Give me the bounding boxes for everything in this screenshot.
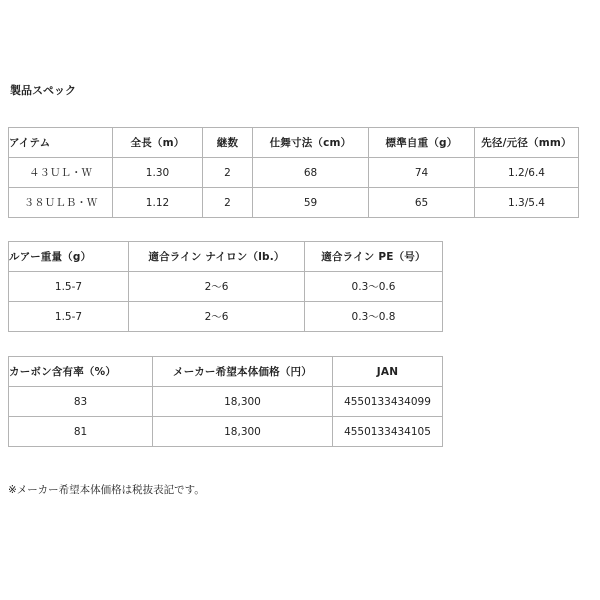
cell-lure-weight: 1.5-7 (9, 302, 129, 332)
header-pe-line: 適合ライン PE（号） (305, 242, 443, 272)
cell-pieces: 2 (203, 158, 253, 188)
header-lure-weight: ルアー重量（g） (9, 242, 129, 272)
price-note: ※メーカー希望本体価格は税抜表記です。 (8, 484, 205, 496)
table-row (9, 158, 579, 188)
header-price: メーカー希望本体価格（円） (153, 357, 333, 387)
cell-closed-length: 59 (253, 188, 369, 218)
cell-jan: 4550133434099 (333, 387, 443, 417)
spec-table-line (8, 241, 443, 332)
table-row (9, 188, 579, 218)
cell-carbon-content: 81 (9, 417, 153, 447)
cell-nylon-line: 2〜6 (129, 272, 305, 302)
cell-closed-length: 68 (253, 158, 369, 188)
cell-price: 18,300 (153, 387, 333, 417)
cell-price: 18,300 (153, 417, 333, 447)
header-pieces: 継数 (203, 128, 253, 158)
cell-length: 1.12 (113, 188, 203, 218)
section-title: 製品スペック (10, 84, 76, 97)
header-carbon-content: カーボン含有率（%） (9, 357, 153, 387)
cell-pe-line: 0.3〜0.8 (305, 302, 443, 332)
table-row (9, 302, 443, 332)
table-header-row (9, 128, 579, 158)
header-weight: 標準自重（g） (369, 128, 475, 158)
cell-tip-butt-diameter: 1.2/6.4 (475, 158, 579, 188)
cell-tip-butt-diameter: 1.3/5.4 (475, 188, 579, 218)
header-tip-butt-diameter: 先径/元径（mm） (475, 128, 579, 158)
cell-length: 1.30 (113, 158, 203, 188)
cell-jan: 4550133434105 (333, 417, 443, 447)
cell-item: ３８ＵＬＢ・Ｗ (9, 188, 113, 218)
cell-lure-weight: 1.5-7 (9, 272, 129, 302)
cell-carbon-content: 83 (9, 387, 153, 417)
cell-weight: 65 (369, 188, 475, 218)
table-header-row (9, 242, 443, 272)
spec-table-price (8, 356, 443, 447)
table-row (9, 387, 443, 417)
header-jan: JAN (333, 357, 443, 387)
table-row (9, 272, 443, 302)
header-length: 全長（m） (113, 128, 203, 158)
spec-table-main (8, 127, 579, 218)
header-closed-length: 仕舞寸法（cm） (253, 128, 369, 158)
header-item: アイテム (9, 128, 113, 158)
header-nylon-line: 適合ライン ナイロン（lb.） (129, 242, 305, 272)
cell-nylon-line: 2〜6 (129, 302, 305, 332)
cell-item: ４３ＵＬ・Ｗ (9, 158, 113, 188)
cell-pieces: 2 (203, 188, 253, 218)
table-row (9, 417, 443, 447)
cell-weight: 74 (369, 158, 475, 188)
table-header-row (9, 357, 443, 387)
cell-pe-line: 0.3〜0.6 (305, 272, 443, 302)
